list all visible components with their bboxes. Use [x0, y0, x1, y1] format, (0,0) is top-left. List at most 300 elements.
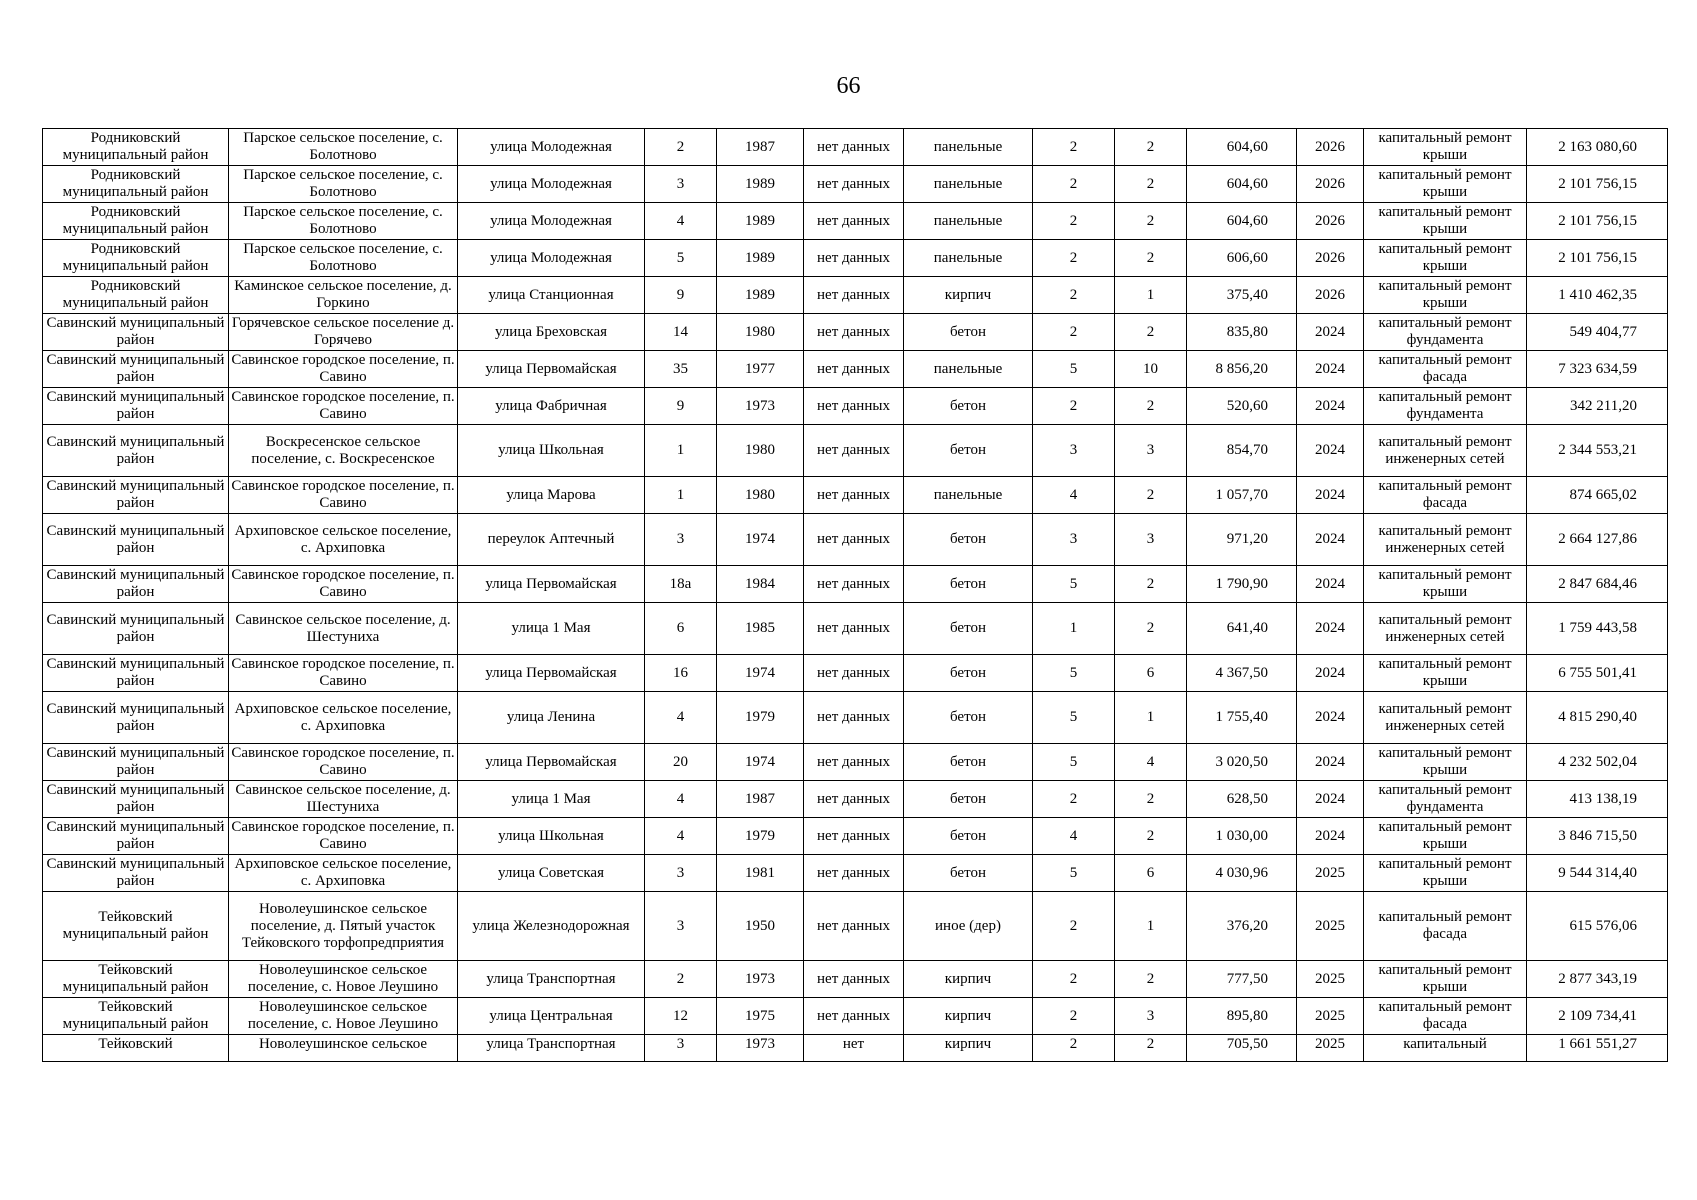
work-type-cell: капитальный ремонт крыши — [1364, 655, 1527, 692]
settlement-cell: Воскресенское сельское поселение, с. Воскресенское — [229, 425, 458, 477]
cost-cell: 7 323 634,59 — [1527, 351, 1668, 388]
district-cell: Тейковский — [43, 1035, 229, 1062]
settlement-cell: Каминское сельское поселение, д. Горкино — [229, 277, 458, 314]
wall-material-cell: панельные — [904, 166, 1033, 203]
entrances-cell: 6 — [1115, 655, 1187, 692]
build-year-cell: 1987 — [717, 129, 804, 166]
wall-material-cell: бетон — [904, 388, 1033, 425]
wall-material-cell: бетон — [904, 425, 1033, 477]
cost-cell: 2 877 343,19 — [1527, 961, 1668, 998]
wall-material-cell: панельные — [904, 351, 1033, 388]
table-row — [43, 129, 1668, 166]
work-type-cell: капитальный ремонт крыши — [1364, 203, 1527, 240]
street-cell: улица 1 Мая — [458, 781, 645, 818]
settlement-cell: Новолеушинское сельское поселение, д. Пятый участок Тейковского торфопредприятия — [229, 892, 458, 961]
cost-cell: 615 576,06 — [1527, 892, 1668, 961]
district-cell: Тейковский муниципальный район — [43, 961, 229, 998]
district-cell: Савинский муниципальный район — [43, 425, 229, 477]
house-number-cell: 3 — [645, 1035, 717, 1062]
table-row — [43, 351, 1668, 388]
settlement-cell: Новолеушинское сельское поселение, с. Новое Леушино — [229, 961, 458, 998]
area-cell: 641,40 — [1187, 603, 1297, 655]
plan-year-cell: 2025 — [1297, 855, 1364, 892]
build-year-cell: 1974 — [717, 744, 804, 781]
floors-cell: 2 — [1033, 240, 1115, 277]
info-cell: нет данных — [804, 692, 904, 744]
entrances-cell: 2 — [1115, 203, 1187, 240]
build-year-cell: 1974 — [717, 514, 804, 566]
info-cell: нет данных — [804, 818, 904, 855]
build-year-cell: 1989 — [717, 240, 804, 277]
build-year-cell: 1975 — [717, 998, 804, 1035]
wall-material-cell: бетон — [904, 603, 1033, 655]
entrances-cell: 1 — [1115, 892, 1187, 961]
area-cell: 1 057,70 — [1187, 477, 1297, 514]
work-type-cell: капитальный ремонт крыши — [1364, 240, 1527, 277]
build-year-cell: 1985 — [717, 603, 804, 655]
street-cell: улица Школьная — [458, 425, 645, 477]
house-number-cell: 1 — [645, 477, 717, 514]
entrances-cell: 2 — [1115, 566, 1187, 603]
street-cell: улица Транспортная — [458, 1035, 645, 1062]
plan-year-cell: 2024 — [1297, 351, 1364, 388]
floors-cell: 5 — [1033, 351, 1115, 388]
plan-year-cell: 2024 — [1297, 388, 1364, 425]
house-number-cell: 6 — [645, 603, 717, 655]
area-cell: 971,20 — [1187, 514, 1297, 566]
build-year-cell: 1977 — [717, 351, 804, 388]
plan-year-cell: 2024 — [1297, 314, 1364, 351]
table-row — [43, 744, 1668, 781]
table-row — [43, 818, 1668, 855]
build-year-cell: 1973 — [717, 961, 804, 998]
area-cell: 4 367,50 — [1187, 655, 1297, 692]
area-cell: 1 030,00 — [1187, 818, 1297, 855]
district-cell: Родниковский муниципальный район — [43, 166, 229, 203]
build-year-cell: 1974 — [717, 655, 804, 692]
info-cell: нет данных — [804, 514, 904, 566]
area-cell: 895,80 — [1187, 998, 1297, 1035]
street-cell: улица Ленина — [458, 692, 645, 744]
entrances-cell: 2 — [1115, 388, 1187, 425]
area-cell: 604,60 — [1187, 203, 1297, 240]
work-type-cell: капитальный ремонт фасада — [1364, 998, 1527, 1035]
area-cell: 520,60 — [1187, 388, 1297, 425]
build-year-cell: 1989 — [717, 166, 804, 203]
area-cell: 777,50 — [1187, 961, 1297, 998]
street-cell: улица Молодежная — [458, 203, 645, 240]
district-cell: Тейковский муниципальный район — [43, 892, 229, 961]
work-type-cell: капитальный ремонт инженерных сетей — [1364, 425, 1527, 477]
info-cell: нет данных — [804, 277, 904, 314]
table-row — [43, 477, 1668, 514]
table-row — [43, 314, 1668, 351]
info-cell: нет данных — [804, 240, 904, 277]
street-cell: улица Марова — [458, 477, 645, 514]
house-number-cell: 18а — [645, 566, 717, 603]
settlement-cell: Парское сельское поселение, с. Болотново — [229, 166, 458, 203]
area-cell: 835,80 — [1187, 314, 1297, 351]
table-row — [43, 566, 1668, 603]
floors-cell: 2 — [1033, 1035, 1115, 1062]
plan-year-cell: 2024 — [1297, 818, 1364, 855]
entrances-cell: 2 — [1115, 314, 1187, 351]
district-cell: Родниковский муниципальный район — [43, 240, 229, 277]
floors-cell: 5 — [1033, 692, 1115, 744]
settlement-cell: Савинское городское поселение, п. Савино — [229, 818, 458, 855]
table-row — [43, 514, 1668, 566]
floors-cell: 3 — [1033, 514, 1115, 566]
settlement-cell: Савинское городское поселение, п. Савино — [229, 388, 458, 425]
cost-cell: 874 665,02 — [1527, 477, 1668, 514]
plan-year-cell: 2025 — [1297, 998, 1364, 1035]
build-year-cell: 1984 — [717, 566, 804, 603]
cost-cell: 2 664 127,86 — [1527, 514, 1668, 566]
entrances-cell: 2 — [1115, 240, 1187, 277]
street-cell: улица Школьная — [458, 818, 645, 855]
info-cell: нет данных — [804, 166, 904, 203]
floors-cell: 1 — [1033, 603, 1115, 655]
plan-year-cell: 2026 — [1297, 277, 1364, 314]
cost-cell: 9 544 314,40 — [1527, 855, 1668, 892]
table-row — [43, 603, 1668, 655]
table-row — [43, 961, 1668, 998]
cost-cell: 4 232 502,04 — [1527, 744, 1668, 781]
house-number-cell: 35 — [645, 351, 717, 388]
wall-material-cell: панельные — [904, 129, 1033, 166]
wall-material-cell: панельные — [904, 203, 1033, 240]
table-row — [43, 1035, 1668, 1062]
info-cell: нет данных — [804, 566, 904, 603]
work-type-cell: капитальный ремонт фасада — [1364, 892, 1527, 961]
entrances-cell: 2 — [1115, 603, 1187, 655]
house-number-cell: 20 — [645, 744, 717, 781]
street-cell: улица Первомайская — [458, 744, 645, 781]
entrances-cell: 2 — [1115, 781, 1187, 818]
district-cell: Родниковский муниципальный район — [43, 277, 229, 314]
floors-cell: 2 — [1033, 388, 1115, 425]
area-cell: 1 755,40 — [1187, 692, 1297, 744]
cost-cell: 1 661 551,27 — [1527, 1035, 1668, 1062]
plan-year-cell: 2024 — [1297, 425, 1364, 477]
street-cell: улица Станционная — [458, 277, 645, 314]
floors-cell: 2 — [1033, 961, 1115, 998]
area-cell: 628,50 — [1187, 781, 1297, 818]
wall-material-cell: кирпич — [904, 998, 1033, 1035]
settlement-cell: Новолеушинское сельское — [229, 1035, 458, 1062]
district-cell: Савинский муниципальный район — [43, 744, 229, 781]
street-cell: улица Транспортная — [458, 961, 645, 998]
work-type-cell: капитальный ремонт фундамента — [1364, 314, 1527, 351]
district-cell: Савинский муниципальный район — [43, 855, 229, 892]
info-cell: нет данных — [804, 314, 904, 351]
settlement-cell: Новолеушинское сельское поселение, с. Новое Леушино — [229, 998, 458, 1035]
entrances-cell: 2 — [1115, 818, 1187, 855]
plan-year-cell: 2026 — [1297, 129, 1364, 166]
info-cell: нет данных — [804, 203, 904, 240]
work-type-cell: капитальный ремонт крыши — [1364, 566, 1527, 603]
info-cell: нет данных — [804, 425, 904, 477]
plan-year-cell: 2024 — [1297, 744, 1364, 781]
street-cell: улица Молодежная — [458, 129, 645, 166]
info-cell: нет данных — [804, 388, 904, 425]
work-type-cell: капитальный ремонт крыши — [1364, 855, 1527, 892]
work-type-cell: капитальный ремонт фундамента — [1364, 388, 1527, 425]
settlement-cell: Парское сельское поселение, с. Болотново — [229, 203, 458, 240]
wall-material-cell: бетон — [904, 744, 1033, 781]
plan-year-cell: 2025 — [1297, 961, 1364, 998]
plan-year-cell: 2024 — [1297, 477, 1364, 514]
settlement-cell: Парское сельское поселение, с. Болотново — [229, 240, 458, 277]
floors-cell: 2 — [1033, 892, 1115, 961]
table-row — [43, 240, 1668, 277]
district-cell: Савинский муниципальный район — [43, 514, 229, 566]
street-cell: улица Первомайская — [458, 655, 645, 692]
floors-cell: 2 — [1033, 166, 1115, 203]
district-cell: Савинский муниципальный район — [43, 388, 229, 425]
district-cell: Савинский муниципальный район — [43, 603, 229, 655]
floors-cell: 2 — [1033, 781, 1115, 818]
info-cell: нет данных — [804, 781, 904, 818]
floors-cell: 2 — [1033, 314, 1115, 351]
build-year-cell: 1980 — [717, 314, 804, 351]
house-number-cell: 12 — [645, 998, 717, 1035]
work-type-cell: капитальный ремонт инженерных сетей — [1364, 603, 1527, 655]
plan-year-cell: 2024 — [1297, 692, 1364, 744]
district-cell: Тейковский муниципальный район — [43, 998, 229, 1035]
wall-material-cell: панельные — [904, 477, 1033, 514]
cost-cell: 2 101 756,15 — [1527, 240, 1668, 277]
plan-year-cell: 2025 — [1297, 1035, 1364, 1062]
floors-cell: 5 — [1033, 655, 1115, 692]
info-cell: нет данных — [804, 655, 904, 692]
area-cell: 4 030,96 — [1187, 855, 1297, 892]
info-cell: нет данных — [804, 603, 904, 655]
entrances-cell: 3 — [1115, 514, 1187, 566]
entrances-cell: 1 — [1115, 277, 1187, 314]
street-cell: переулок Аптечный — [458, 514, 645, 566]
build-year-cell: 1987 — [717, 781, 804, 818]
plan-year-cell: 2026 — [1297, 240, 1364, 277]
plan-year-cell: 2024 — [1297, 655, 1364, 692]
info-cell: нет данных — [804, 961, 904, 998]
area-cell: 375,40 — [1187, 277, 1297, 314]
cost-cell: 2 344 553,21 — [1527, 425, 1668, 477]
build-year-cell: 1979 — [717, 818, 804, 855]
cost-cell: 413 138,19 — [1527, 781, 1668, 818]
plan-year-cell: 2024 — [1297, 781, 1364, 818]
info-cell: нет данных — [804, 129, 904, 166]
table-row — [43, 425, 1668, 477]
wall-material-cell: кирпич — [904, 277, 1033, 314]
street-cell: улица Первомайская — [458, 566, 645, 603]
work-type-cell: капитальный ремонт фундамента — [1364, 781, 1527, 818]
house-number-cell: 4 — [645, 781, 717, 818]
house-number-cell: 3 — [645, 166, 717, 203]
settlement-cell: Архиповское сельское поселение, с. Архиповка — [229, 855, 458, 892]
wall-material-cell: панельные — [904, 240, 1033, 277]
table-row — [43, 166, 1668, 203]
info-cell: нет данных — [804, 998, 904, 1035]
settlement-cell: Парское сельское поселение, с. Болотново — [229, 129, 458, 166]
entrances-cell: 1 — [1115, 692, 1187, 744]
house-number-cell: 16 — [645, 655, 717, 692]
work-type-cell: капитальный ремонт крыши — [1364, 961, 1527, 998]
plan-year-cell: 2025 — [1297, 892, 1364, 961]
wall-material-cell: бетон — [904, 514, 1033, 566]
floors-cell: 2 — [1033, 203, 1115, 240]
work-type-cell: капитальный ремонт фасада — [1364, 477, 1527, 514]
table-row — [43, 692, 1668, 744]
table-row — [43, 203, 1668, 240]
district-cell: Савинский муниципальный район — [43, 351, 229, 388]
settlement-cell: Савинское городское поселение, п. Савино — [229, 477, 458, 514]
district-cell: Савинский муниципальный район — [43, 781, 229, 818]
street-cell: улица Центральная — [458, 998, 645, 1035]
work-type-cell: капитальный ремонт крыши — [1364, 129, 1527, 166]
area-cell: 1 790,90 — [1187, 566, 1297, 603]
house-number-cell: 1 — [645, 425, 717, 477]
cost-cell: 2 109 734,41 — [1527, 998, 1668, 1035]
street-cell: улица Железнодорожная — [458, 892, 645, 961]
house-number-cell: 2 — [645, 961, 717, 998]
table-row — [43, 388, 1668, 425]
settlement-cell: Савинское городское поселение, п. Савино — [229, 566, 458, 603]
work-type-cell: капитальный ремонт инженерных сетей — [1364, 514, 1527, 566]
district-cell: Савинский муниципальный район — [43, 477, 229, 514]
build-year-cell: 1980 — [717, 425, 804, 477]
work-type-cell: капитальный ремонт инженерных сетей — [1364, 692, 1527, 744]
build-year-cell: 1979 — [717, 692, 804, 744]
area-cell: 604,60 — [1187, 129, 1297, 166]
entrances-cell: 2 — [1115, 166, 1187, 203]
street-cell: улица 1 Мая — [458, 603, 645, 655]
house-number-cell: 9 — [645, 388, 717, 425]
settlement-cell: Савинское городское поселение, п. Савино — [229, 351, 458, 388]
housing-repair-table — [42, 128, 1668, 1062]
house-number-cell: 4 — [645, 692, 717, 744]
street-cell: улица Молодежная — [458, 240, 645, 277]
table-row — [43, 655, 1668, 692]
cost-cell: 2 101 756,15 — [1527, 166, 1668, 203]
district-cell: Савинский муниципальный район — [43, 314, 229, 351]
info-cell: нет данных — [804, 892, 904, 961]
plan-year-cell: 2026 — [1297, 203, 1364, 240]
house-number-cell: 3 — [645, 892, 717, 961]
house-number-cell: 3 — [645, 855, 717, 892]
wall-material-cell: бетон — [904, 314, 1033, 351]
wall-material-cell: бетон — [904, 818, 1033, 855]
entrances-cell: 2 — [1115, 961, 1187, 998]
cost-cell: 4 815 290,40 — [1527, 692, 1668, 744]
street-cell: улица Молодежная — [458, 166, 645, 203]
cost-cell: 6 755 501,41 — [1527, 655, 1668, 692]
floors-cell: 2 — [1033, 998, 1115, 1035]
house-number-cell: 14 — [645, 314, 717, 351]
entrances-cell: 4 — [1115, 744, 1187, 781]
work-type-cell: капитальный — [1364, 1035, 1527, 1062]
work-type-cell: капитальный ремонт фасада — [1364, 351, 1527, 388]
house-number-cell: 9 — [645, 277, 717, 314]
street-cell: улица Бреховская — [458, 314, 645, 351]
settlement-cell: Горячевское сельское поселение д. Горячево — [229, 314, 458, 351]
district-cell: Родниковский муниципальный район — [43, 129, 229, 166]
work-type-cell: капитальный ремонт крыши — [1364, 744, 1527, 781]
entrances-cell: 2 — [1115, 477, 1187, 514]
house-number-cell: 3 — [645, 514, 717, 566]
cost-cell: 1 759 443,58 — [1527, 603, 1668, 655]
area-cell: 854,70 — [1187, 425, 1297, 477]
cost-cell: 549 404,77 — [1527, 314, 1668, 351]
settlement-cell: Савинское сельское поселение, д. Шестуниха — [229, 781, 458, 818]
entrances-cell: 3 — [1115, 425, 1187, 477]
cost-cell: 3 846 715,50 — [1527, 818, 1668, 855]
house-number-cell: 5 — [645, 240, 717, 277]
district-cell: Родниковский муниципальный район — [43, 203, 229, 240]
entrances-cell: 2 — [1115, 1035, 1187, 1062]
info-cell: нет данных — [804, 351, 904, 388]
page-number: 66 — [836, 73, 861, 99]
area-cell: 8 856,20 — [1187, 351, 1297, 388]
street-cell: улица Советская — [458, 855, 645, 892]
table-row — [43, 855, 1668, 892]
settlement-cell: Савинское городское поселение, п. Савино — [229, 744, 458, 781]
build-year-cell: 1980 — [717, 477, 804, 514]
house-number-cell: 2 — [645, 129, 717, 166]
build-year-cell: 1973 — [717, 388, 804, 425]
area-cell: 3 020,50 — [1187, 744, 1297, 781]
settlement-cell: Архиповское сельское поселение, с. Архиповка — [229, 514, 458, 566]
cost-cell: 342 211,20 — [1527, 388, 1668, 425]
info-cell: нет — [804, 1035, 904, 1062]
cost-cell: 1 410 462,35 — [1527, 277, 1668, 314]
table-row — [43, 277, 1668, 314]
settlement-cell: Савинское сельское поселение, д. Шестуниха — [229, 603, 458, 655]
wall-material-cell: кирпич — [904, 961, 1033, 998]
table-row — [43, 892, 1668, 961]
street-cell: улица Первомайская — [458, 351, 645, 388]
floors-cell: 3 — [1033, 425, 1115, 477]
plan-year-cell: 2024 — [1297, 514, 1364, 566]
wall-material-cell: бетон — [904, 692, 1033, 744]
entrances-cell: 10 — [1115, 351, 1187, 388]
table-body — [43, 129, 1668, 1062]
floors-cell: 2 — [1033, 277, 1115, 314]
info-cell: нет данных — [804, 855, 904, 892]
area-cell: 705,50 — [1187, 1035, 1297, 1062]
area-cell: 606,60 — [1187, 240, 1297, 277]
wall-material-cell: бетон — [904, 566, 1033, 603]
cost-cell: 2 101 756,15 — [1527, 203, 1668, 240]
plan-year-cell: 2024 — [1297, 566, 1364, 603]
settlement-cell: Архиповское сельское поселение, с. Архиповка — [229, 692, 458, 744]
floors-cell: 4 — [1033, 818, 1115, 855]
build-year-cell: 1973 — [717, 1035, 804, 1062]
entrances-cell: 3 — [1115, 998, 1187, 1035]
plan-year-cell: 2024 — [1297, 603, 1364, 655]
area-cell: 376,20 — [1187, 892, 1297, 961]
wall-material-cell: бетон — [904, 655, 1033, 692]
house-number-cell: 4 — [645, 818, 717, 855]
info-cell: нет данных — [804, 744, 904, 781]
entrances-cell: 6 — [1115, 855, 1187, 892]
floors-cell: 5 — [1033, 855, 1115, 892]
district-cell: Савинский муниципальный район — [43, 818, 229, 855]
wall-material-cell: бетон — [904, 855, 1033, 892]
wall-material-cell: бетон — [904, 781, 1033, 818]
district-cell: Савинский муниципальный район — [43, 566, 229, 603]
work-type-cell: капитальный ремонт крыши — [1364, 277, 1527, 314]
